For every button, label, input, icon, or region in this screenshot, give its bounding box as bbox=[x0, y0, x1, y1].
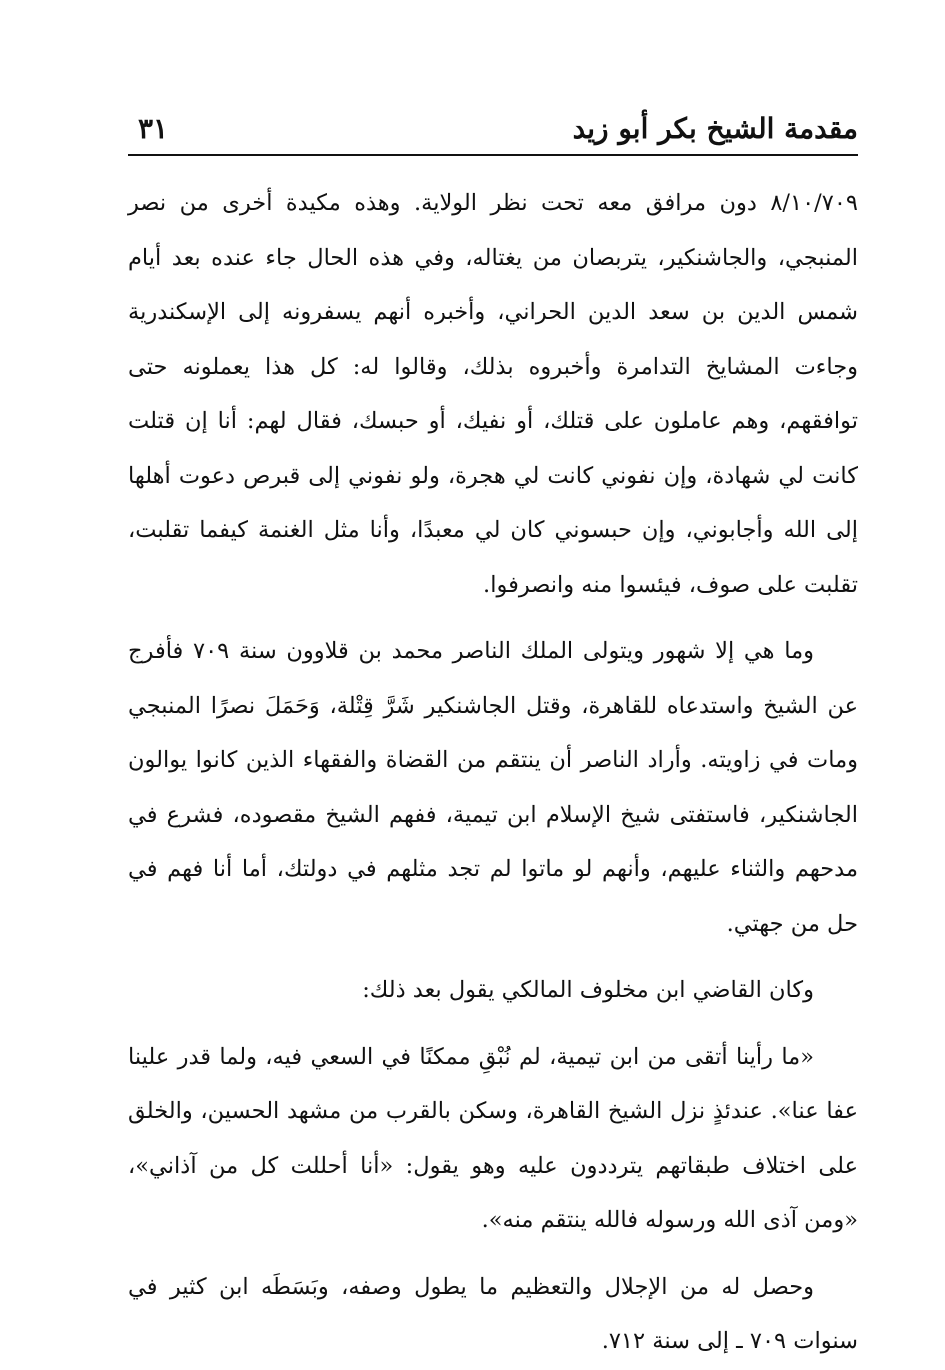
paragraph-1: ٨/١٠/٧٠٩ دون مرافق معه تحت نظر الولاية. وهذه مكيدة أخرى من نصر المنبجي، والجاشنكير، يتربصان من يغتاله، وفي هذه الحال جاء عنده بعد أيام شمس الدين بن سعد الدين الحراني، وأخبره أنهم يسفرونه إلى الإسكندرية وجاءت المشايخ التدامرة وأخبروه بذلك، وقالوا له: كل هذا يعملونه حتى توافقهم، وهم عاملون على قتلك، أو نفيك، أو حبسك، فقال لهم: أنا إن قتلت كانت لي شهادة، وإن نفوني كانت لي هجرة، ولو نفوني إلى قبرص دعوت أهلها إلى الله وأجابوني، وإن حبسوني كان لي معبدًا، وأنا مثل الغنمة كيفما تقلبت، تقلبت على صوف، فيئسوا منه وانصرفوا. bbox=[128, 190, 858, 598]
paragraph-4-quote: «ما رأينا أتقى من ابن تيمية، لم نُبْقِ ممكنًا في السعي فيه، ولما قدر علينا عفا عنا». عندئذٍ نزل الشيخ القاهرة، وسكن بالقرب من مشهد الحسين، والخلق على اختلاف طبقاتهم يترددون عليه وهو يقول: «أنا أحللت كل من آذاني»، «ومن آذى الله ورسوله فالله ينتقم منه». bbox=[128, 1043, 858, 1233]
running-header bbox=[128, 112, 858, 158]
paragraph-3: وكان القاضي ابن مخلوف المالكي يقول بعد ذلك: bbox=[362, 977, 814, 1003]
page-number: ٣١ bbox=[138, 112, 169, 145]
header-divider bbox=[128, 154, 858, 156]
paragraph-2: وما هي إلا شهور ويتولى الملك الناصر محمد بن قلاوون سنة ٧٠٩ فأفرج عن الشيخ واستدعاه للقاهرة، وقتل الجاشنكير شَرَّ قِتْلة، وَحَمَلَ نصرًا المنبجي ومات في زاويته. وأراد الناصر أن ينتقم من القضاة والفقهاء الذين كانوا يوالون الجاشنكير، فاستفتى شيخ الإسلام ابن تيمية، ففهم الشيخ مقصوده، فشرع في مدحهم والثناء عليهم، وأنهم لو ماتوا لم تجد مثلهم في دولتك، أما أنا فهم في حل من جهتي. bbox=[128, 638, 858, 937]
body-text bbox=[128, 176, 858, 1369]
paragraph-5: وحصل له من الإجلال والتعظيم ما يطول وصفه، وبَسَطَه ابن كثير في سنوات ٧٠٩ ـ إلى سنة ٧١٢. bbox=[128, 1273, 858, 1354]
running-header-title: مقدمة الشيخ بكر أبو زيد bbox=[572, 112, 858, 145]
